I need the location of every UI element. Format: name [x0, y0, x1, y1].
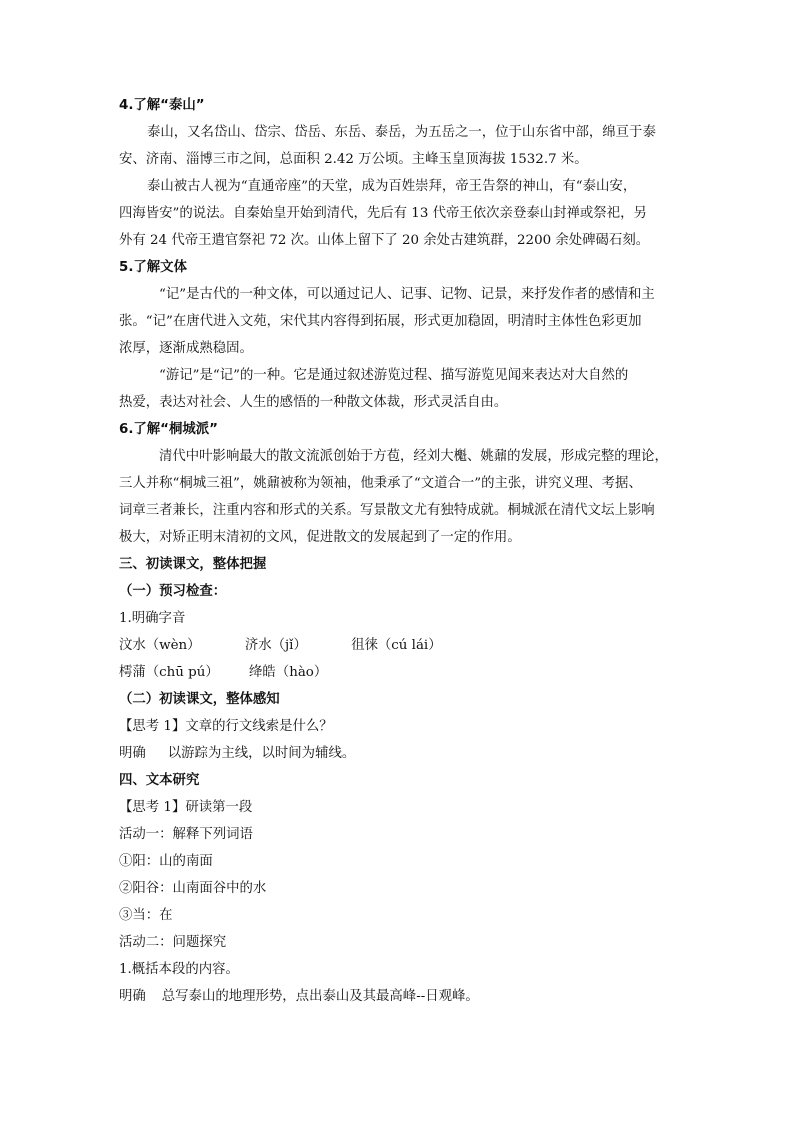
think-question-1: 【思考 1】文章的行文线索是什么？ — [119, 719, 333, 734]
pinyin-item: 汶水（wèn） — [119, 638, 201, 653]
word-item: ②阳谷：山南面谷中的水 — [119, 881, 267, 896]
part-3-subtitle-2: （二）初读课文，整体感知 — [119, 692, 280, 707]
pinyin-item: 樗蒲（chū pú） — [119, 665, 219, 680]
paragraph-line: 安、济南、淄博三市之间，总面积 2.42 万公顷。主峰玉皇顶海拔 1532.7 米。 — [119, 152, 588, 167]
paragraph-line: 泰山被古人视为“直通帝座”的天堂，成为百姓崇拜，帝王告祭的神山，有“泰山安， — [147, 179, 637, 194]
think-question-2: 【思考 1】研读第一段 — [119, 800, 253, 815]
paragraph-line: 词章三者兼长，注重内容和形式的关系。写景散文尤有独特成就。桐城派在清代文坛上影响 — [119, 503, 655, 518]
question-1: 1.概括本段的内容。 — [119, 962, 239, 977]
paragraph-line: 热爱，表达对社会、人生的感悟的一种散文体裁，形式灵活自由。 — [119, 395, 508, 410]
paragraph-line: 四海皆安”的说法。自秦始皇开始到清代，先后有 13 代帝王依次亲登泰山封禅或祭祀，另 — [119, 206, 647, 221]
answer-label: 明确 — [119, 746, 146, 761]
paragraph-line: “游记”是“记”的一种。它是通过叙述游览过程、描写游览见闻来表达对大自然的 — [159, 368, 629, 383]
pinyin-item: 济水（jǐ） — [244, 638, 307, 653]
paragraph-line: 张。“记”在唐代进入文苑，宋代其内容得到拓展，形式更加稳固，明清时主体性色彩更加 — [119, 314, 642, 329]
section-4-title: 4.了解“泰山” — [119, 98, 205, 113]
pinyin-item: 徂徕（cú lái） — [351, 638, 442, 653]
answer-text: 总写泰山的地理形势，点出泰山及其最高峰--日观峰。 — [161, 989, 479, 1004]
document-content — [119, 92, 679, 1010]
think-answer-1 — [119, 740, 679, 767]
section-6-title: 6.了解“桐城派” — [119, 422, 218, 437]
paragraph-line: 外有 24 代帝王遣官祭祀 72 次。山体上留下了 20 余处古建筑群，2200 余处碑碣石刻。 — [119, 233, 650, 248]
paragraph-line: 清代中叶影响最大的散文流派创始于方苞，经刘大櫆、姚鼐的发展，形成完整的理论， — [159, 449, 668, 464]
pinyin-item: 绛皓（hào） — [249, 665, 328, 680]
pinyin-row — [119, 632, 679, 659]
paragraph-line: 三人并称“桐城三祖”，姚鼐被称为领袖，他秉承了“文道合一”的主张，讲究义理、考据、 — [119, 476, 642, 491]
part-4-title: 四、文本研究 — [119, 773, 200, 788]
paragraph-line: “记”是古代的一种文体，可以通过记人、记事、记物、记景，来抒发作者的感情和主 — [159, 287, 655, 302]
answer-text: 以游踪为主线，以时间为辅线。 — [167, 746, 356, 761]
question-answer-1 — [119, 983, 679, 1010]
word-item: ①阳：山的南面 — [119, 854, 213, 869]
paragraph-line: 泰山，又名岱山、岱宗、岱岳、东岳、泰岳，为五岳之一，位于山东省中部，绵亘于泰 — [147, 125, 656, 140]
part-3-title: 三、初读课文，整体把握 — [119, 557, 267, 572]
activity-2: 活动二：问题探究 — [119, 935, 227, 950]
paragraph-line: 极大，对矫正明末清初的文风，促进散文的发展起到了一定的作用。 — [119, 530, 521, 545]
word-item: ③当：在 — [119, 908, 173, 923]
paragraph-line: 浓厚，逐渐成熟稳固。 — [119, 341, 253, 356]
answer-label: 明确 — [119, 989, 146, 1004]
activity-1: 活动一：解释下列词语 — [119, 827, 253, 842]
section-5-title: 5.了解文体 — [119, 260, 187, 275]
part-3-subtitle-1: （一）预习检查： — [119, 584, 227, 599]
pronunciation-heading: 1.明确字音 — [119, 611, 186, 626]
pinyin-row — [119, 659, 679, 686]
